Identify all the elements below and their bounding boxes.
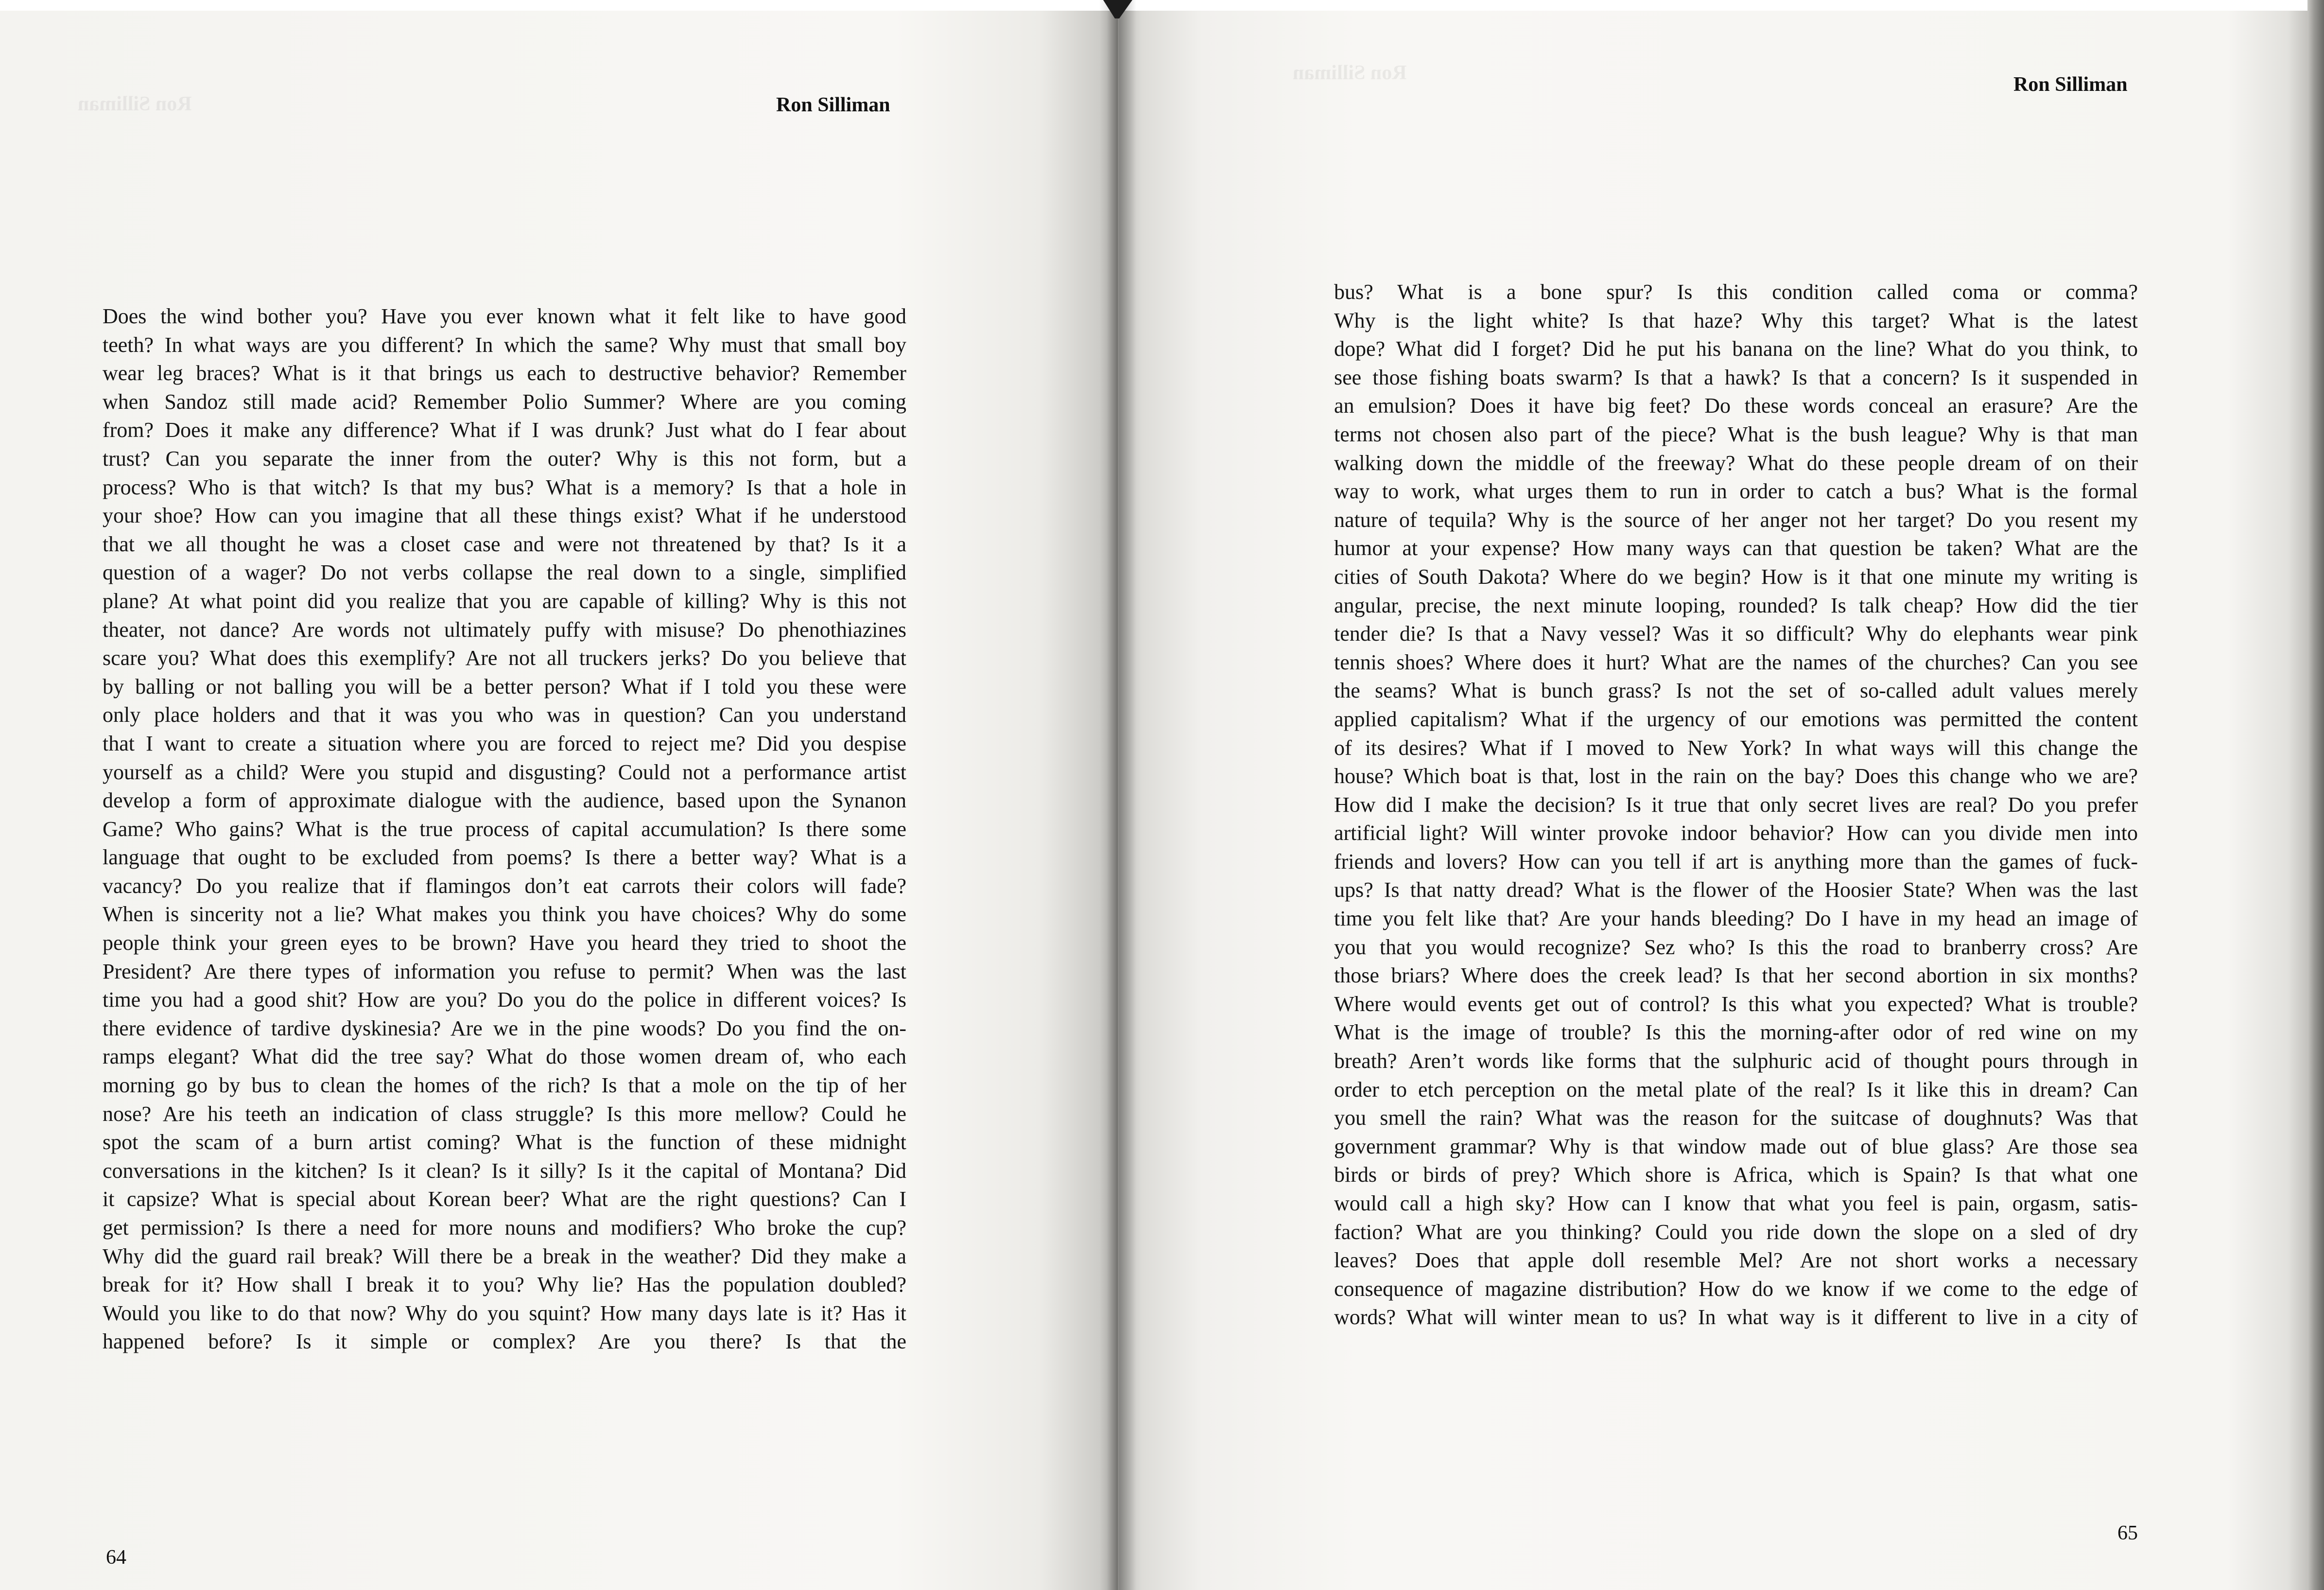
text-line: that we all thought he was a closet case and were not threatened by that? Is it a	[103, 532, 906, 556]
right-page	[1118, 0, 2324, 1590]
text-line: leaves? Does that apple doll resemble Mel? Are not short works a necessary	[1334, 1248, 2138, 1273]
text-line: terms not chosen also part of the piece? What is the bush league? Why is that man	[1334, 422, 2138, 446]
text-line: How did I make the decision? Is it true that only secret lives are real? Do you prefer	[1334, 792, 2138, 817]
text-line: you smell the rain? What was the reason for the suitcase of doughnuts? Was that	[1334, 1106, 2138, 1130]
text-line: artificial light? Will winter provoke indoor behavior? How can you divide men into	[1334, 821, 2138, 845]
text-line: teeth? In what ways are you different? In which the same? Why must that small boy	[103, 332, 906, 357]
text-line: breath? Aren’t words like forms that the sulphuric acid of thought pours through in	[1334, 1049, 2138, 1073]
text-line: friends and lovers? How can you tell if art is anything more than the games of fuck-	[1334, 849, 2138, 874]
text-line: Where would events get out of control? Is this what you expected? What is trouble?	[1334, 992, 2138, 1016]
text-line: it capsize? What is special about Korean beer? What are the right questions? Can I	[103, 1187, 906, 1211]
text-line: people think your green eyes to be brown? Have you heard they tried to shoot the	[103, 931, 906, 955]
text-line: tennis shoes? Where does it hurt? What are the names of the churches? Can you see	[1334, 650, 2138, 674]
running-head: Ron Silliman	[2013, 73, 2128, 96]
text-line: Does the wind bother you? Have you ever known what it felt like to have good	[103, 304, 906, 328]
text-line: nose? Are his teeth an indication of class struggle? Is this more mellow? Could he	[103, 1101, 906, 1126]
text-line: when Sandoz still made acid? Remember Polio Summer? Where are you coming	[103, 389, 906, 414]
text-line: words? What will winter mean to us? In what way is it different to live in a city of	[1334, 1305, 2138, 1329]
text-line: process? Who is that witch? Is that my bus? What is a memory? Is that a hole in	[103, 475, 906, 499]
text-line: dope? What did I forget? Did he put his banana on the line? What do you think, to	[1334, 337, 2138, 361]
text-line: happened before? Is it simple or complex? Are you there? Is that the	[103, 1329, 906, 1354]
text-line: you that you would recognize? Sez who? Is this the road to branberry cross? Are	[1334, 935, 2138, 959]
text-line: consequence of magazine distribution? How do we know if we come to the edge of	[1334, 1276, 2138, 1301]
text-line: an emulsion? Does it have big feet? Do these words conceal an erasure? Are the	[1334, 394, 2138, 418]
text-line: your shoe? How can you imagine that all these things exist? What if he understood	[103, 504, 906, 528]
text-line: conversations in the kitchen? Is it clean? Is it silly? Is it the capital of Montana? Did	[103, 1158, 906, 1183]
running-head: Ron Silliman	[776, 94, 890, 116]
page-number: 64	[106, 1546, 126, 1569]
text-line: time you had a good shit? How are you? Do you do the police in different voices? Is	[103, 988, 906, 1012]
page-number: 65	[2117, 1522, 2138, 1544]
text-line: the seams? What is bunch grass? Is not the set of so-called adult values merely	[1334, 679, 2138, 703]
text-line: break for it? How shall I break it to you? Why lie? Has the population doubled?	[103, 1273, 906, 1297]
text-line: yourself as a child? Were you stupid and disgusting? Could not a performance artist	[103, 760, 906, 784]
show-through-running-head: Ron Silliman	[1293, 62, 1407, 84]
text-line: Game? Who gains? What is the true process of capital accumulation? Is there some	[103, 817, 906, 841]
text-line: language that ought to be excluded from poems? Is there a better way? What is a	[103, 845, 906, 870]
text-line: humor at your expense? How many ways can that question be taken? What are the	[1334, 536, 2138, 560]
text-line: question of a wager? Do not verbs collapse the real down to a single, simplified	[103, 560, 906, 585]
text-line: theater, not dance? Are words not ultimately puffy with misuse? Do phenothiazines	[103, 617, 906, 642]
text-line: ups? Is that natty dread? What is the flower of the Hoosier State? When was the last	[1334, 878, 2138, 902]
text-line: would call a high sky? How can I know that what you feel is pain, orgasm, satis-	[1334, 1191, 2138, 1215]
text-line: house? Which boat is that, lost in the rain on the bay? Does this change who we are?	[1334, 764, 2138, 788]
page-top-edge	[1118, 0, 2324, 11]
text-line: that I want to create a situation where you are forced to reject me? Did you despise	[103, 731, 906, 755]
text-line: Would you like to do that now? Why do you squint? How many days late is it? Has it	[103, 1301, 906, 1325]
text-line: scare you? What does this exemplify? Are not all truckers jerks? Do you believe that	[103, 646, 906, 670]
text-line: by balling or not balling you will be a better person? What if I told you these were	[103, 674, 906, 699]
spine-gutter	[1099, 0, 1136, 1590]
text-line: Why is the light white? Is that haze? Why this target? What is the latest	[1334, 308, 2138, 332]
text-line: order to etch perception on the metal plate of the real? Is it like this in dream? Can	[1334, 1077, 2138, 1101]
text-line: way to work, what urges them to run in order to catch a bus? What is the formal	[1334, 479, 2138, 504]
text-line: bus? What is a bone spur? Is this condition called coma or comma?	[1334, 280, 2138, 304]
left-page	[0, 0, 1118, 1590]
text-line: government grammar? Why is that window made out of blue glass? Are those sea	[1334, 1134, 2138, 1158]
text-line: of its desires? What if I moved to New York? In what ways will this change the	[1334, 735, 2138, 760]
text-line: morning go by bus to clean the homes of the rich? Is that a mole on the tip of her	[103, 1073, 906, 1098]
text-line: wear leg braces? What is it that brings us each to destructive behavior? Remember	[103, 361, 906, 385]
text-line: angular, precise, the next minute looping, rounded? Is talk cheap? How did the tier	[1334, 593, 2138, 617]
text-line: spot the scam of a burn artist coming? What is the function of these midnight	[103, 1130, 906, 1154]
text-line: vacancy? Do you realize that if flamingos don’t eat carrots their colors will fade?	[103, 874, 906, 898]
page-stack-edge	[2307, 0, 2324, 1590]
text-line: birds or birds of prey? Which shore is Africa, which is Spain? Is that what one	[1334, 1163, 2138, 1187]
text-line: nature of tequila? Why is the source of her anger not her target? Do you resent my	[1334, 507, 2138, 532]
text-line: there evidence of tardive dyskinesia? Are we in the pine woods? Do you find the on-	[103, 1016, 906, 1040]
text-line: time you felt like that? Are your hands bleeding? Do I have in my head an image of	[1334, 907, 2138, 931]
text-line: When is sincerity not a lie? What makes you think you have choices? Why do some	[103, 902, 906, 926]
page-top-edge	[0, 0, 1118, 11]
text-line: develop a form of approximate dialogue with the audience, based upon the Synanon	[103, 788, 906, 813]
text-line: walking down the middle of the freeway? What do these people dream of on their	[1334, 451, 2138, 475]
text-line: applied capitalism? What if the urgency of our emotions was permitted the content	[1334, 707, 2138, 731]
text-line: only place holders and that it was you who was in question? Can you understand	[103, 703, 906, 727]
text-line: those briars? Where does the creek lead? Is that her second abortion in six months?	[1334, 963, 2138, 988]
text-line: see those fishing boats swarm? Is that a hawk? Is that a concern? Is it suspended in	[1334, 365, 2138, 389]
text-line: tender die? Is that a Navy vessel? Was it so difficult? Why do elephants wear pink	[1334, 622, 2138, 646]
text-line: plane? At what point did you realize that you are capable of killing? Why is this not	[103, 589, 906, 613]
text-line: What is the image of trouble? Is this the morning-after odor of red wine on my	[1334, 1020, 2138, 1045]
text-line: trust? Can you separate the inner from the outer? Why is this not form, but a	[103, 446, 906, 471]
body-text	[1334, 278, 2138, 1332]
show-through-running-head: Ron Silliman	[78, 93, 192, 115]
text-line: ramps elegant? What did the tree say? What do those women dream of, who each	[103, 1045, 906, 1069]
text-line: faction? What are you thinking? Could you ride down the slope on a sled of dry	[1334, 1220, 2138, 1244]
text-line: get permission? Is there a need for more nouns and modifiers? Who broke the cup?	[103, 1216, 906, 1240]
text-line: cities of South Dakota? Where do we begin? How is it that one minute my writing is	[1334, 564, 2138, 589]
body-text	[103, 302, 906, 1356]
text-line: from? Does it make any difference? What if I was drunk? Just what do I fear about	[103, 418, 906, 442]
text-line: Why did the guard rail break? Will there be a break in the weather? Did they make a	[103, 1244, 906, 1268]
text-line: President? Are there types of information you refuse to permit? When was the last	[103, 959, 906, 983]
